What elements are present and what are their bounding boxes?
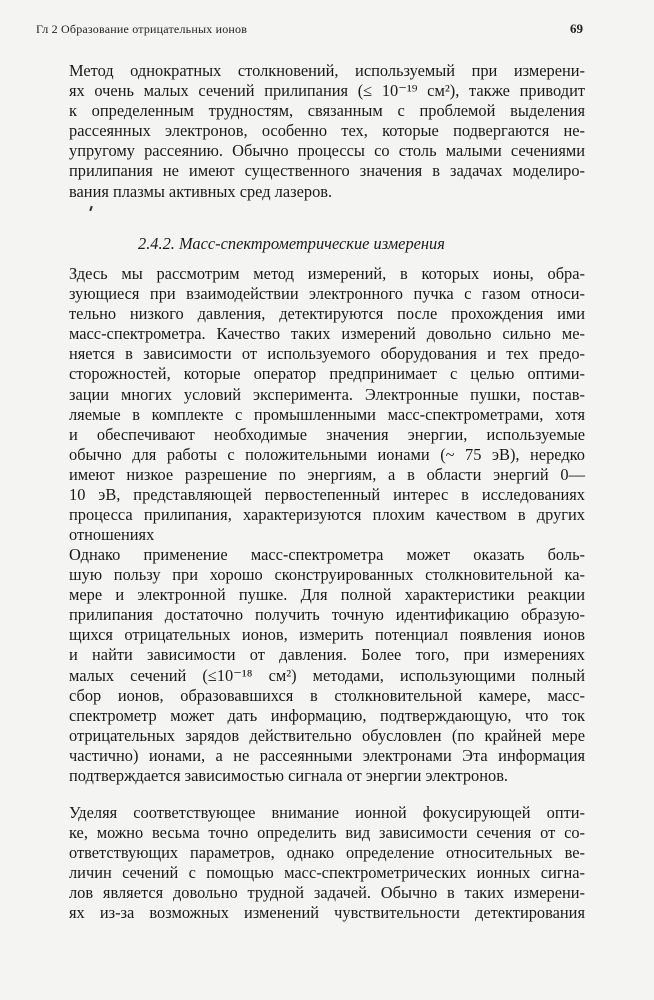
text-line: шую пользу при хорошо сконструированных столкновительной ка-	[69, 565, 585, 585]
text-line: отношениях	[69, 525, 155, 545]
text-line: зующиеся при взаимодействии электронного пучка с газом относи-	[69, 284, 585, 304]
text-line: прилипания не имеют существенного значения в задачах моделиро-	[69, 161, 585, 181]
text-line: вания плазмы активных сред лазеров.	[69, 181, 333, 201]
text-line: мере и электронной пушке. Для полной характеристики реакции	[69, 585, 585, 605]
text-line: ляемые в комплекте с промышленными масс-спектрометрами, хотя	[69, 404, 585, 424]
text-line: отрицательных зарядов действительно обусловлен (по крайней мере	[69, 725, 585, 745]
text-line: Однако применение масс-спектрометра может оказать боль-	[69, 545, 585, 564]
scan-speck	[89, 206, 93, 211]
text-line: тельно низкого давления, детектируются после прохождения ими	[69, 304, 585, 324]
text-line: Метод однократных столкновений, используемый при измерени-	[69, 61, 585, 80]
text-line: прилипания достаточно получить точную идентификацию образую-	[69, 605, 585, 625]
text-line: имеют низкое разрешение по энергиям, а в области энергий 0—	[69, 464, 585, 484]
section-heading: 2.4.2. Масс-спектрометрические измерения	[138, 234, 445, 253]
text-line: ответствующих параметров, однако определение относительных ве-	[69, 843, 585, 863]
text-line: 10 эВ, представляющей первостепенный интерес в исследованиях	[69, 485, 585, 505]
running-head: Гл 2 Образование отрицательных ионов	[36, 22, 248, 36]
page-number: 69	[570, 21, 583, 36]
text-line: сторожностей, которые оператор предпринимает с целью оптими-	[69, 364, 585, 384]
text-line: частично) ионами, а не рассеянными электронами Эта информация	[69, 745, 585, 765]
text-line: малых сечений (≤10⁻¹⁸ см²) методами, использующими полный	[69, 665, 585, 685]
text-line: щихся отрицательных ионов, измерить потенциал появления ионов	[69, 625, 585, 645]
text-line: и найти зависимости от давления. Более того, при измерениях	[69, 645, 585, 665]
paragraph-2	[69, 264, 585, 545]
text-line: личин сечений с помощью масс-спектрометрических ионных сигна-	[69, 863, 585, 883]
text-line: и обеспечивают необходимые значения энергии, используемые	[69, 424, 585, 444]
text-line: сбор ионов, образовавшихся в столкновительной камере, масс-	[69, 685, 585, 705]
text-line: рассеянных электронов, особенно тех, которые подвергаются не-	[69, 121, 585, 141]
text-line: ке, можно весьма точно определить вид зависимости сечения от со-	[69, 823, 585, 843]
text-line: упругому рассеянию. Обычно процессы со столь малыми сечениями	[69, 141, 585, 161]
text-line: ях очень малых сечений прилипания (≤ 10⁻¹⁹ см²), также приводит	[69, 81, 585, 101]
paragraph-3	[69, 545, 585, 786]
text-line: зации многих условий эксперимента. Электронные пушки, постав-	[69, 384, 585, 404]
text-line: обычно для работы с положительными ионами (~ 75 эВ), нередко	[69, 444, 585, 464]
text-line: Здесь мы рассмотрим метод измерений, в которых ионы, обра-	[69, 264, 585, 283]
text-line: ях из-за возможных изменений чувствительности детектирования	[69, 903, 585, 923]
text-line: Уделяя соответствующее внимание ионной фокусирующей опти-	[69, 803, 585, 822]
text-line: спектрометр может дать информацию, подтверждающую, что ток	[69, 705, 585, 725]
text-line: к определенным трудностям, связанным с проблемой выделения	[69, 101, 585, 121]
paragraph-4	[69, 803, 585, 924]
text-line: няется в зависимости от используемого оборудования и тех предо-	[69, 344, 585, 364]
text-line: лов является довольно трудной задачей. Обычно в таких измерени-	[69, 883, 585, 903]
text-line: подтверждается зависимостью сигнала от энергии электронов.	[69, 766, 509, 786]
text-line: масс-спектрометра. Качество таких измерений довольно сильно ме-	[69, 324, 585, 344]
text-line: процесса прилипания, характеризуются плохим качеством в других	[69, 505, 585, 525]
paragraph-1	[69, 61, 585, 202]
